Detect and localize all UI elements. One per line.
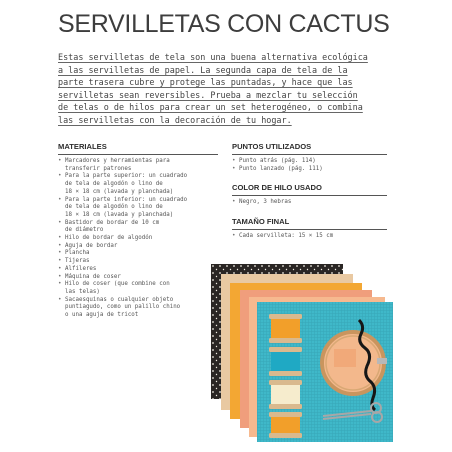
spool-teal — [269, 347, 302, 376]
list-item: • Alfileres — [58, 266, 218, 274]
details-column — [232, 142, 387, 251]
intro-line: las servilletas con la decoración de tu hogar. — [58, 114, 292, 125]
thread-color-list — [232, 199, 387, 207]
intro-line: a las servilletas de papel. La segunda capa de tela de la — [58, 64, 348, 75]
materials-photo — [211, 264, 395, 444]
intro-line: Estas servilletas de tela son una buena alternativa ecológica — [58, 52, 368, 62]
stitches-heading: PUNTOS UTILIZADOS — [232, 142, 387, 155]
final-size-heading: TAMAÑO FINAL — [232, 217, 387, 230]
list-item: • Negro, 3 hebras — [232, 199, 387, 207]
spool-orange-2 — [269, 412, 302, 438]
list-item: • Para la parte superior: un cuadrado de tela de algodón o lino de 18 × 18 cm (lavada y planchada) — [58, 173, 218, 196]
stitches-section — [232, 142, 387, 173]
spool-cream — [269, 380, 302, 409]
list-item: • Tijeras — [58, 258, 218, 266]
list-item: • Punto lanzado (pág. 111) — [232, 166, 387, 174]
list-item: • Hilo de bordar de algodón — [58, 235, 218, 243]
embroidery-hoop — [322, 332, 387, 394]
list-item: • Cada servilleta: 15 × 15 cm — [232, 233, 387, 241]
spool-orange — [269, 314, 302, 343]
list-item: • Punto atrás (pág. 114) — [232, 158, 387, 166]
list-item: • Hilo de coser (que combine con las telas) — [58, 281, 218, 296]
list-item: • Plancha — [58, 250, 218, 258]
list-item: • Aguja de bordar — [58, 243, 218, 251]
page-title: SERVILLETAS CON CACTUS — [58, 10, 390, 38]
final-size-section — [232, 217, 387, 241]
final-size-list — [232, 233, 387, 241]
intro-line: servilletas sean reversibles. Prueba a mezclar tu selección — [58, 89, 358, 100]
thread-color-section — [232, 183, 387, 207]
list-item: • Bastidor de bordar de 10 cm de diámetro — [58, 220, 218, 235]
intro-line: parte trasera cubre y protege las puntadas, y hace que las — [58, 77, 353, 88]
list-item: • Para la parte inferior: un cuadrado de tela de algodón o lino de 18 × 18 cm (lavada y planchada) — [58, 197, 218, 220]
materials-heading: MATERIALES — [58, 142, 218, 155]
intro-paragraph — [58, 51, 403, 127]
materials-column — [58, 142, 218, 320]
materials-list — [58, 158, 218, 320]
list-item: • Sacaesquinas o cualquier objeto puntiagudo, como un palillo chino o una aguja de tricot — [58, 297, 218, 320]
stitches-list — [232, 158, 387, 173]
list-item: • Máquina de coser — [58, 274, 218, 282]
intro-line: de telas o de hilos para crear un set heterogéneo, o combina — [58, 102, 363, 113]
thread-color-heading: COLOR DE HILO USADO — [232, 183, 387, 196]
list-item: • Marcadores y herramientas para transferir patrones — [58, 158, 218, 173]
